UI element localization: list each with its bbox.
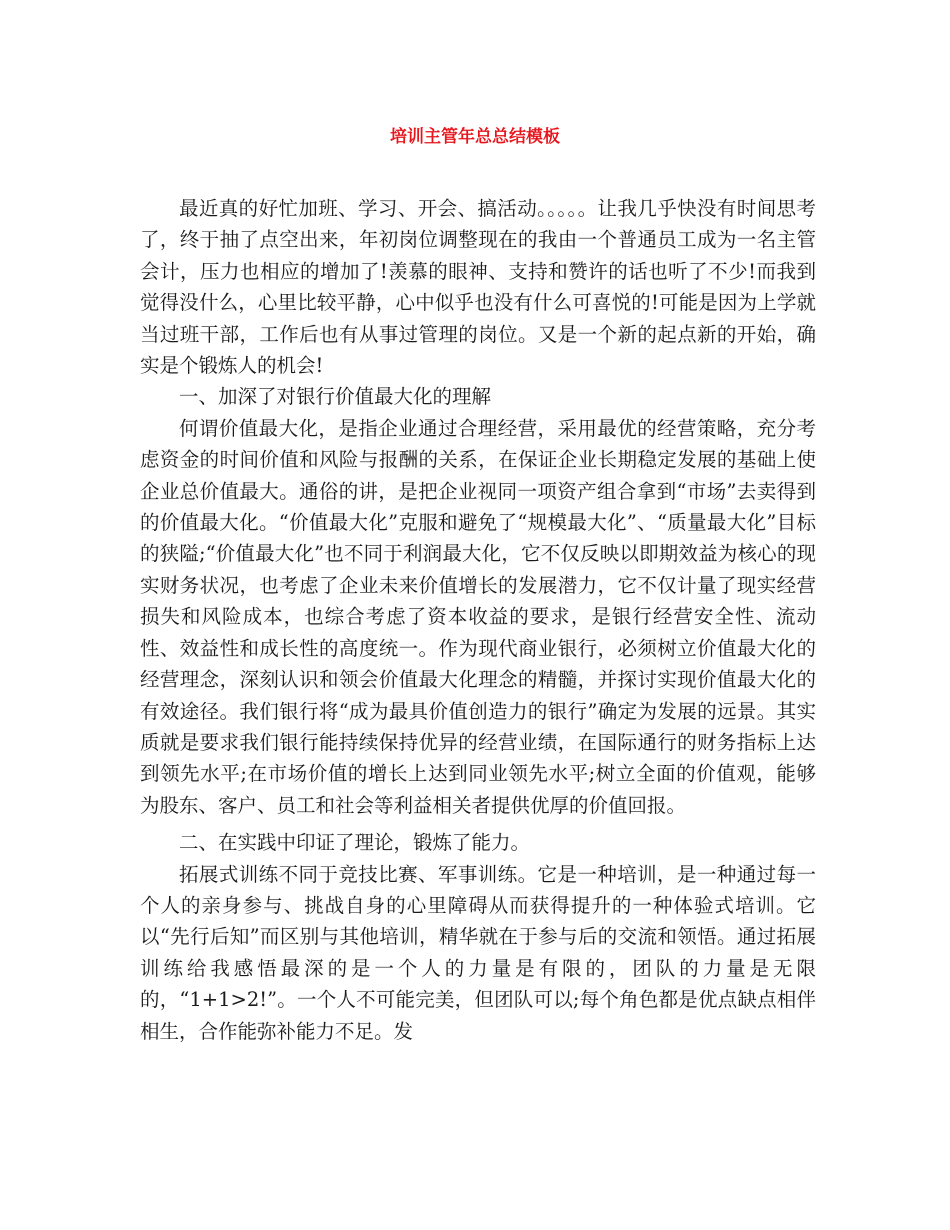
document-title: 培训主管年总总结模板 — [390, 127, 560, 147]
paragraph-outward-training: 拓展式训练不同于竞技比赛、军事训练。它是一种培训，是一种通过每一个人的亲身参与、挑战自身的心里障碍从而获得提升的一种体验式培训。它以“先行后知”而区别与其他培训，精华就在于参与后的交流和领悟。通过拓展训练给我感悟最深的是一个人的力量是有限的，团队的力量是无限的，“1+1>2!”。一个人不可能完美，但团队可以;每个角色都是优点缺点相伴相生，合作能弥补能力不足。发 — [140, 862, 816, 1043]
paragraph-value-maximization: 何谓价值最大化，是指企业通过合理经营，采用最优的经营策略，充分考虑资金的时间价值和风险与报酬的关系，在保证企业长期稳定发展的基础上使企业总价值最大。通俗的讲，是把企业视同一项资产组合拿到“市场”去卖得到的价值最大化。“价值最大化”克服和避免了“规模最大化”、“质量最大化”目标的狭隘;“价值最大化”也不同于利润最大化，它不仅反映以即期效益为核心的现实财务状况，也考虑了企业未来价值增长的发展潜力，它不仅计量了现实经营损失和风险成本，也综合考虑了资本收益的要求，是银行经营安全性、流动性、效益性和成长性的高度统一。作为现代商业银行，必须树立价值最大化的经营理念，深刻认识和领会价值最大化理念的精髓，并探讨实现价值最大化的有效途径。我们银行将“成为最具价值创造力的银行”确定为发展的远景。其实质就是要求我们银行能持续保持优异的经营业绩，在国际通行的财务指标上达到领先水平;在市场价值的增长上达到同业领先水平;树立全面的价值观，能够为股东、客户、员工和社会等利益相关者提供优厚的价值回报。 — [140, 416, 816, 817]
paragraph-intro: 最近真的好忙加班、学习、开会、搞活动。。。。。让我几乎快没有时间思考了，终于抽了点空出来，年初岗位调整现在的我由一个普通员工成为一名主管会计，压力也相应的增加了!羡慕的眼神、支持和赞许的话也听了不少!而我到觉得没什么，心里比较平静，心中似乎也没有什么可喜悦的!可能是因为上学就当过班干部，工作后也有从事过管理的岗位。又是一个新的起点新的开始，确实是个锻炼人的机会! — [140, 197, 816, 378]
document-body — [140, 193, 816, 1047]
section-heading-1: 一、加深了对银行价值最大化的理解 — [179, 385, 492, 409]
section-heading-2: 二、在实践中印证了理论，锻炼了能力。 — [179, 831, 531, 855]
